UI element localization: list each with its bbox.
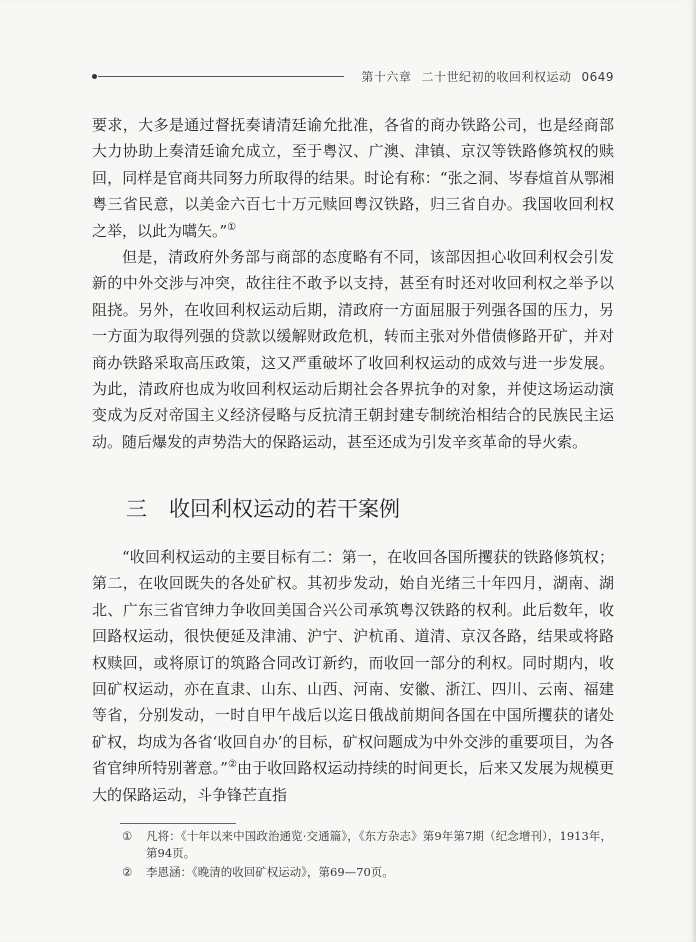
paragraph-3 <box>92 544 614 808</box>
upper-text-block <box>92 112 614 455</box>
header-text <box>351 68 614 85</box>
footnote-2-mark: ② <box>122 865 133 879</box>
section-number: 三 <box>126 497 147 521</box>
chapter-title: 二十世纪初的收回利权运动 <box>421 70 572 84</box>
footnote-2-text: 李恩涵：《晚清的收回矿权运动》，第69—70页。 <box>146 865 394 879</box>
chapter-number: 第十六章 <box>361 70 412 84</box>
paragraph-1 <box>92 112 614 244</box>
footnote-2 <box>122 864 612 881</box>
section-title: 收回利权运动的若干案例 <box>169 497 400 521</box>
paragraph-1-text: 要求，大多是通过督抚奏请清廷谕允批准，各省的商办铁路公司，也是经商部大力协助上奏清廷谕允成立，至于粤汉、广澳、津镇、京汉等铁路修筑权的赎回，同样是官商共同努力所取得的结果。时论有称：“张之洞、岑春煊首从鄂湘粤三省民意，以美金六百七十万元赎回粤汉铁路，归三省自办。我国收回利权之举，以此为嚆矢。” <box>92 116 614 240</box>
footnote-separator <box>120 823 236 824</box>
paragraph-2: 但是，清政府外务部与商部的态度略有不同，该部因担心收回利权会引发新的中外交涉与冲突，故往往不敢予以支持，甚至有时还对收回利权之举予以阻挠。另外，在收回利权运动后期，清政府一方面屈服于列强各国的压力，另一方面为取得列强的贷款以缓解财政危机，转而主张对外借债修路开矿，并对商办铁路采取高压政策，这又严重破坏了收回利权运动的成效与进一步发展。为此，清政府也成为收回利权运动后期社会各界抗争的对象，并使这场运动演变成为反对帝国主义经济侵略与反抗清王朝封建专制统治相结合的民族民主运动。随后爆发的声势浩大的保路运动，甚至还成为引发辛亥革命的导火索。 <box>92 248 614 451</box>
footnotes <box>122 828 612 883</box>
footnote-ref-2[interactable]: ② <box>227 759 238 771</box>
footnote-1 <box>122 828 612 862</box>
paragraph-3-continuation: 由于收回路权运动持续的时间更长，后来又发展为规模更大的保路运动，斗争锋芒直指 <box>92 759 614 804</box>
paragraph-3-quote: “收回利权运动的主要目标有二：第一，在收回各国所攫获的铁路修筑权；第二，在收回既失的各处矿权。其初步发动，始自光绪三十年四月，湖南、湖北、广东三省官绅力争收回美国合兴公司承筑粤汉铁路的权利。此后数年，收回路权运动，很快便延及津浦、沪宁、沪杭甬、道清、京汉各路，结果或将路权赎回，或将原订的筑路合同改订新约，而收回一部分的利权。同时期内，收回矿权运动，亦在直隶、山东、山西、河南、安徽、浙江、四川、云南、福建等省，分别发动，一时自甲午战后以迄日俄战前期间各国在中国所攫获的诸处矿权，均成为各省‘收回自办’的目标，矿权问题成为中外交涉的重要项目，为各省官绅所特别著意。” <box>92 548 614 778</box>
header-bullet <box>92 74 97 79</box>
section-heading <box>126 493 400 523</box>
footnote-1-text: 凡将：《十年以来中国政治通览·交通篇》，《东方杂志》第9年第7期（纪念增刊），1913年，第94页。 <box>146 829 612 860</box>
page-number: 0649 <box>581 70 614 84</box>
footnote-ref-1[interactable]: ① <box>227 221 237 233</box>
header-rule <box>98 76 344 77</box>
footnote-1-mark: ① <box>122 829 133 843</box>
running-header <box>92 68 614 82</box>
lower-text-block <box>92 544 614 808</box>
